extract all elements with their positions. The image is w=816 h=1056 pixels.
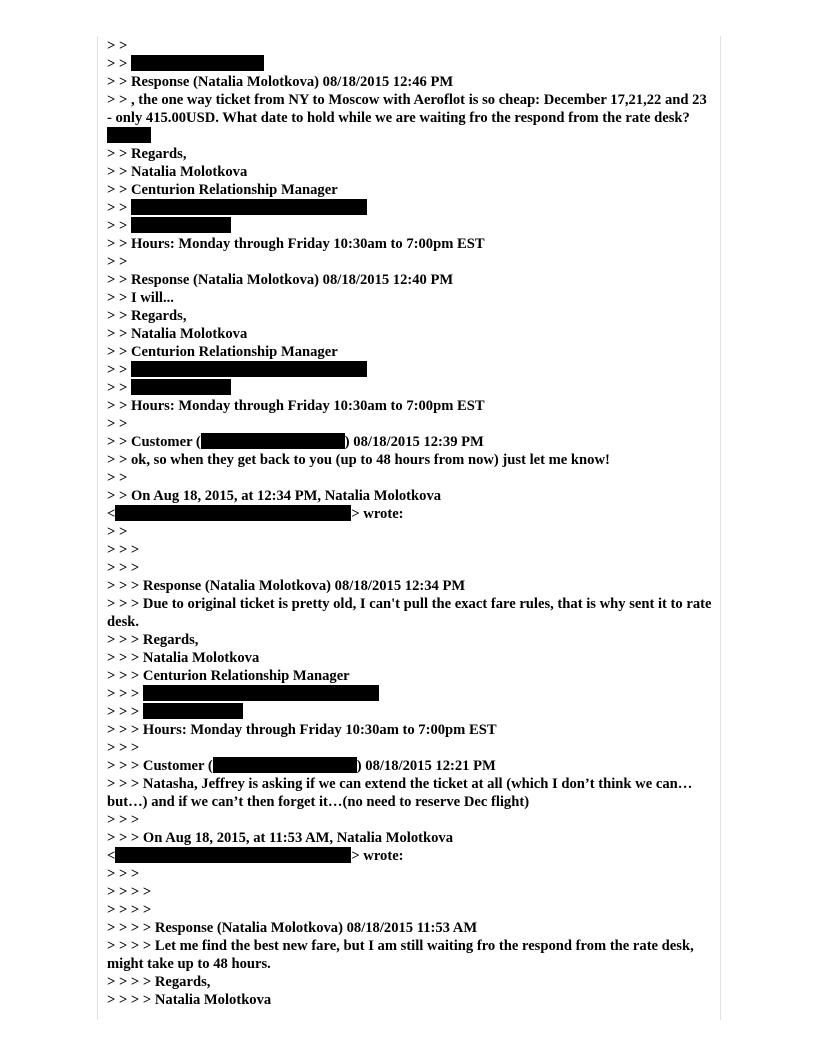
line-text: Customer ( — [142, 758, 213, 774]
line-text: Natalia Molotkova — [130, 326, 248, 342]
line-text: ) 08/18/2015 12:21 PM — [356, 758, 496, 774]
quote-marker: > > > — [107, 632, 143, 648]
email-line — [107, 883, 712, 901]
email-line — [107, 307, 712, 325]
email-line — [107, 415, 712, 433]
email-line — [107, 469, 712, 487]
email-line — [107, 973, 712, 991]
line-text: Natalia Molotkova — [130, 164, 248, 180]
email-line — [107, 631, 712, 649]
line-text: Centurion Relationship Manager — [130, 182, 338, 198]
email-line — [107, 721, 712, 739]
redaction-bar — [115, 847, 351, 863]
quote-marker: > > > — [107, 830, 143, 846]
line-text: Hours: Monday through Friday 10:30am to 7:00pm EST — [142, 722, 497, 738]
line-text: Hours: Monday through Friday 10:30am to 7:00pm EST — [130, 398, 485, 414]
email-line — [107, 343, 712, 361]
redaction-bar — [131, 217, 231, 233]
quote-marker: > > — [107, 200, 131, 216]
email-line — [107, 829, 712, 847]
email-line — [107, 595, 716, 631]
line-text: Regards, — [142, 632, 199, 648]
email-line — [107, 217, 712, 235]
quote-marker: > > — [107, 272, 131, 288]
email-line — [107, 559, 712, 577]
line-text: < — [107, 506, 116, 522]
email-line — [107, 91, 712, 145]
quote-marker: > > > > — [107, 974, 155, 990]
line-text: Response (Natalia Molotkova) 08/18/2015 12:46 PM — [130, 74, 454, 90]
email-line — [107, 37, 712, 55]
quote-marker: > > — [107, 182, 131, 198]
email-line — [107, 379, 712, 397]
quote-marker: > > > > — [107, 992, 155, 1008]
email-line — [107, 145, 712, 163]
quote-marker: > > — [107, 434, 131, 450]
line-text: ) 08/18/2015 12:39 PM — [344, 434, 484, 450]
quote-marker: > > > > — [107, 920, 155, 936]
email-line — [107, 397, 712, 415]
line-text: ok, so when they get back to you (up to 48 hours from now) just let me know! — [130, 452, 610, 468]
line-text: Natalia Molotkova — [142, 650, 260, 666]
email-line — [107, 847, 712, 865]
redaction-bar — [131, 199, 367, 215]
email-line — [107, 865, 712, 883]
quote-marker: > > > — [107, 686, 143, 702]
email-thread-body — [107, 37, 716, 1009]
email-line — [107, 181, 712, 199]
email-line — [107, 73, 712, 91]
email-line — [107, 451, 712, 469]
email-line — [107, 199, 712, 217]
redaction-bar — [143, 685, 379, 701]
email-line — [107, 235, 712, 253]
quote-marker: > > > > — [107, 902, 152, 918]
line-text: Natasha, Jeffrey is asking if we can extend the ticket at all (which I don’t think we can…but…) and if we can’t then forget it…(no need to reserve Dec flight) — [107, 776, 693, 810]
email-line — [107, 991, 712, 1009]
email-line — [107, 757, 712, 775]
line-text: Regards, — [130, 308, 187, 324]
line-text: > wrote: — [351, 506, 404, 522]
line-text: , the one way ticket from NY to Moscow with Aeroflot is so cheap: December 17,21,22 and 23 - only 415.00USD. What date to hold while we are waiting fro the respond from the rate desk? — [107, 92, 711, 126]
email-line — [107, 577, 712, 595]
quote-marker: > > — [107, 326, 131, 342]
quote-marker: > > > > — [107, 884, 152, 900]
line-text: On Aug 18, 2015, at 11:53 AM, Natalia Molotkova — [142, 830, 454, 846]
line-text: Let me find the best new fare, but I am still waiting fro the respond from the rate desk, might take up to 48 hours. — [107, 938, 698, 972]
quote-marker: > > — [107, 164, 131, 180]
email-line — [107, 919, 712, 937]
quote-marker: > > — [107, 488, 131, 504]
email-line — [107, 775, 712, 811]
email-line — [107, 811, 712, 829]
quote-marker: > > — [107, 56, 131, 72]
quote-marker: > > > — [107, 812, 140, 828]
email-line — [107, 361, 712, 379]
quote-marker: > > — [107, 452, 131, 468]
email-line — [107, 901, 712, 919]
quote-marker: > > — [107, 92, 131, 108]
redaction-bar — [213, 757, 357, 773]
quote-marker: > > — [107, 470, 128, 486]
quote-marker: > > > — [107, 758, 143, 774]
redaction-bar — [115, 505, 351, 521]
quote-marker: > > > — [107, 542, 140, 558]
email-line — [107, 937, 712, 973]
line-text: Hours: Monday through Friday 10:30am to 7:00pm EST — [130, 236, 485, 252]
line-text: I will... — [130, 290, 174, 306]
quote-marker: > > > — [107, 866, 140, 882]
quote-marker: > > > — [107, 650, 143, 666]
quote-marker: > > > — [107, 776, 143, 792]
quote-marker: > > — [107, 416, 128, 432]
quote-marker: > > > > — [107, 938, 155, 954]
quote-marker: > > — [107, 398, 131, 414]
quote-marker: > > — [107, 344, 131, 360]
redaction-bar — [131, 55, 264, 71]
redaction-bar — [143, 703, 243, 719]
email-line — [107, 163, 712, 181]
email-line — [107, 505, 712, 523]
quote-marker: > > — [107, 524, 128, 540]
line-text: Regards, — [130, 146, 187, 162]
email-line — [107, 55, 712, 73]
email-line — [107, 325, 712, 343]
email-line — [107, 433, 712, 451]
quote-marker: > > — [107, 380, 131, 396]
quote-marker: > > — [107, 38, 128, 54]
email-line — [107, 253, 712, 271]
quote-marker: > > > — [107, 740, 140, 756]
quote-marker: > > > — [107, 560, 140, 576]
line-text: Centurion Relationship Manager — [130, 344, 338, 360]
email-line — [107, 667, 712, 685]
line-text: < — [107, 848, 116, 864]
quote-marker: > > — [107, 146, 131, 162]
email-line — [107, 487, 712, 505]
quote-marker: > > — [107, 236, 131, 252]
redaction-bar — [131, 361, 367, 377]
line-text: Regards, — [154, 974, 211, 990]
line-text: Customer ( — [130, 434, 201, 450]
quote-marker: > > — [107, 308, 131, 324]
quote-marker: > > — [107, 74, 131, 90]
line-text: Response (Natalia Molotkova) 08/18/2015 12:34 PM — [142, 578, 466, 594]
email-line — [107, 649, 712, 667]
redaction-bar — [131, 379, 231, 395]
redaction-bar — [107, 127, 151, 143]
quote-marker: > > > — [107, 596, 143, 612]
quote-marker: > > — [107, 290, 131, 306]
line-text: Centurion Relationship Manager — [142, 668, 350, 684]
email-line — [107, 739, 712, 757]
line-text: On Aug 18, 2015, at 12:34 PM, Natalia Molotkova — [130, 488, 442, 504]
email-line — [107, 703, 712, 721]
email-line — [107, 523, 712, 541]
line-text: > wrote: — [351, 848, 404, 864]
email-line — [107, 289, 712, 307]
line-text: Due to original ticket is pretty old, I can't pull the exact fare rules, that is why sent it to rate desk. — [107, 596, 716, 630]
email-line — [107, 271, 712, 289]
quote-marker: > > — [107, 254, 128, 270]
email-line — [107, 685, 712, 703]
line-text: Natalia Molotkova — [154, 992, 272, 1008]
email-line — [107, 541, 712, 559]
line-text: Response (Natalia Molotkova) 08/18/2015 11:53 AM — [154, 920, 478, 936]
quote-marker: > > > — [107, 722, 143, 738]
line-text: Response (Natalia Molotkova) 08/18/2015 12:40 PM — [130, 272, 454, 288]
quote-marker: > > > — [107, 668, 143, 684]
quote-marker: > > > — [107, 704, 143, 720]
quote-marker: > > > — [107, 578, 143, 594]
quote-marker: > > — [107, 362, 131, 378]
quote-marker: > > — [107, 218, 131, 234]
redaction-bar — [201, 433, 345, 449]
